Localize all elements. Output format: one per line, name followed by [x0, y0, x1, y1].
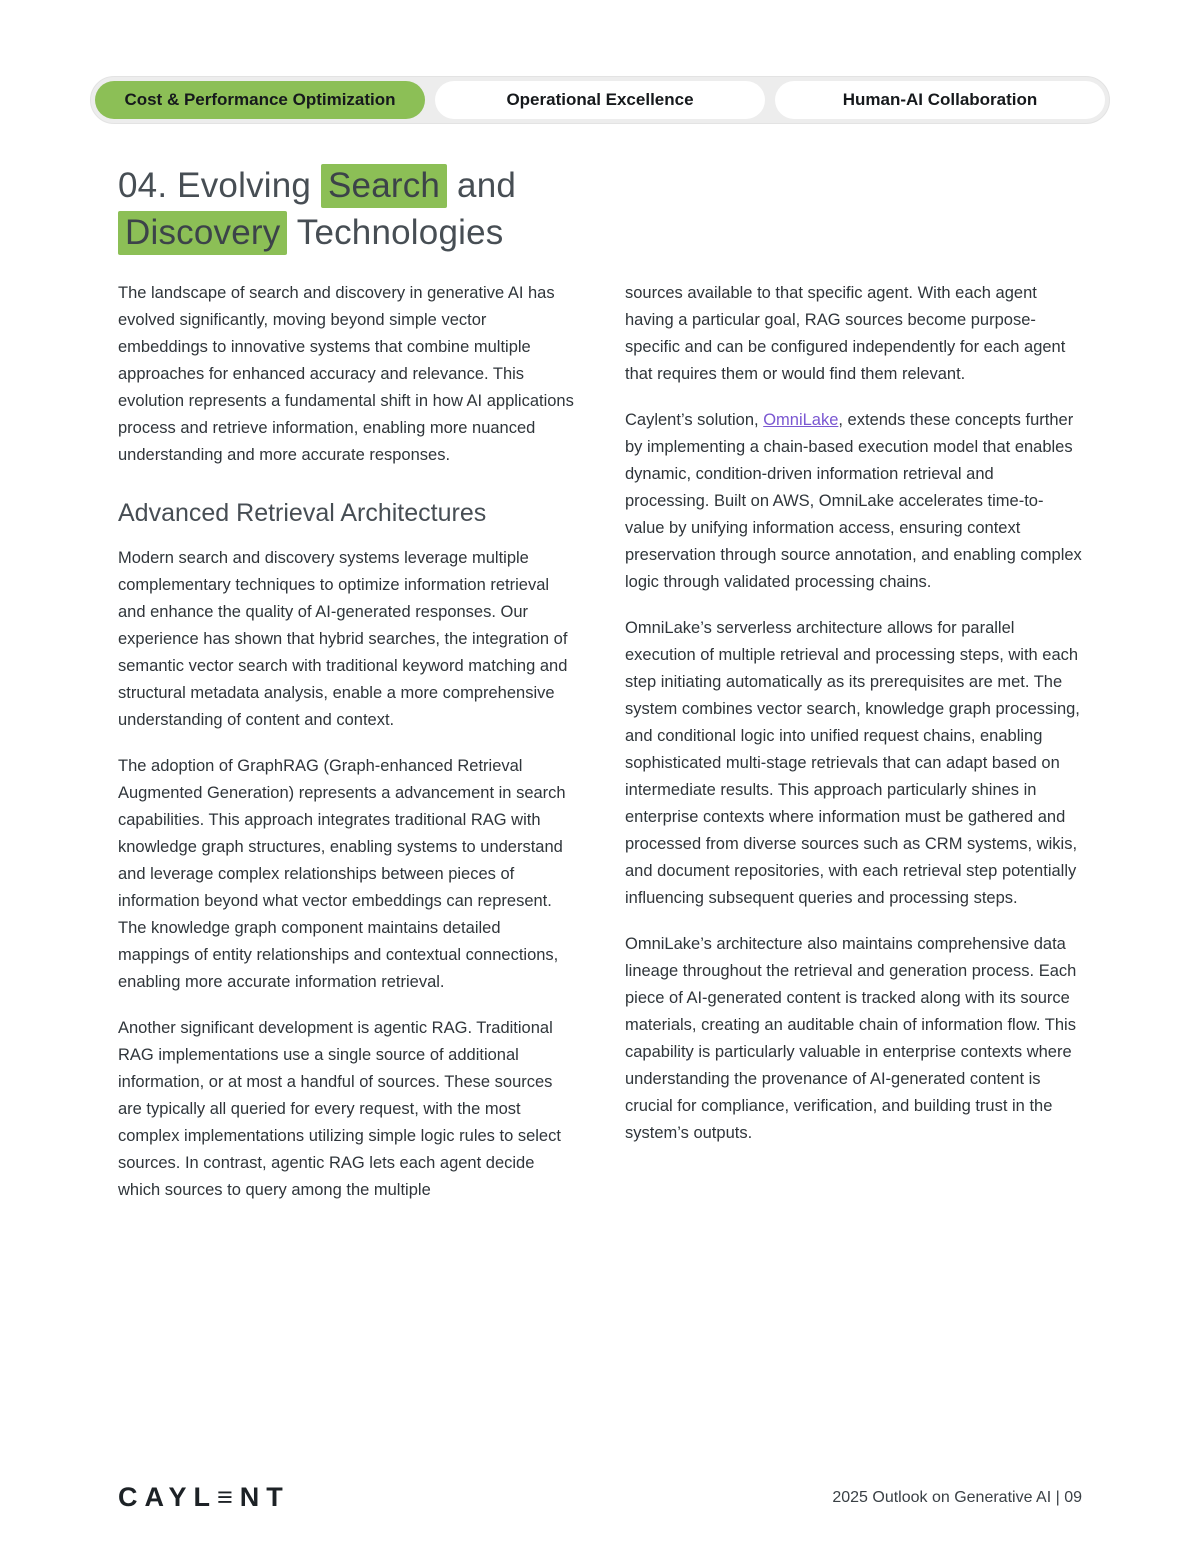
paragraph: OmniLake’s serverless architecture allows for parallel execution of multiple retrieval and processing steps, with each step initiating automatically as its prerequisites are met. The system combines vector search, knowledge graph processing, and conditional logic into unified request chains, enabling sophisticated multi-stage retrievals that can adapt based on intermediate results. This approach particularly shines in enterprise contexts where information must be gathered and processed from diverse sources such as CRM systems, wikis, and document repositories, with each retrieval step potentially influencing subsequent queries and processing steps. [625, 619, 1080, 907]
paragraph: Modern search and discovery systems leverage multiple complementary techniques to optimize information retrieval and enhance the quality of AI-generated responses. Our experience has shown that hybrid searches, the integration of semantic vector search with traditional keyword matching and structural metadata analysis, enable a more comprehensive understanding of content and context. [118, 549, 568, 729]
footer-page-info: 2025 Outlook on Generative AI | 09 [832, 1488, 1082, 1506]
logo-text: NT [239, 1482, 290, 1512]
paragraph: The adoption of GraphRAG (Graph-enhanced Retrieval Augmented Generation) represents a advancement in search capabilities. This approach integrates traditional RAG with knowledge graph structures, enabling systems to understand and leverage complex relationships between pieces of information beyond what vector embeddings can represent. The knowledge graph component maintains detailed mappings of entity relationships and contextual connections, enabling more accurate information retrieval. [118, 757, 566, 991]
logo-text: CAYL [118, 1482, 218, 1512]
section-heading: Advanced Retrieval Architectures [118, 499, 487, 527]
caylent-logo-e-icon: ≡ [217, 1482, 240, 1512]
page-title [118, 162, 516, 256]
right-column [625, 280, 1082, 1223]
paragraph: Another significant development is agentic RAG. Traditional RAG implementations use a single source of additional information, or at most a handful of sources. These sources are typically all queried for every request, with the most complex implementations utilizing simple logic rules to select sources. In contrast, agentic RAG lets each agent decide which sources to query among the multiple [118, 1019, 561, 1199]
title-highlight-discovery: Discovery [118, 211, 287, 255]
paragraph [625, 407, 1082, 596]
title-highlight-search: Search [321, 164, 447, 208]
paragraph: OmniLake’s architecture also maintains comprehensive data lineage throughout the retrieval and generation process. Each piece of AI-generated content is tracked along with its source materials, creating an auditable chain of information flow. This capability is particularly valuable in enterprise contexts where understanding the provenance of AI-generated content is crucial for compliance, verification, and building trust in the system’s outputs. [625, 935, 1077, 1142]
omnilake-link[interactable]: OmniLake [763, 411, 839, 429]
paragraph-text: , extends these concepts further by implementing a chain-based execution model that enables dynamic, condition-driven information retrieval and processing. Built on AWS, OmniLake accelerates time-to-value by unifying information access, ensuring context preservation through source annotation, and enabling complex logic through validated processing chains. [625, 411, 1082, 591]
title-text: and [447, 166, 517, 205]
topic-tab-bar [90, 76, 1110, 124]
caylent-logo [118, 1482, 290, 1513]
article-body [118, 280, 1082, 1223]
tab-operational-excellence[interactable]: Operational Excellence [435, 81, 765, 119]
page-footer [118, 1482, 1082, 1513]
left-column [118, 280, 575, 1223]
title-text: Technologies [287, 213, 504, 252]
title-text: 04. Evolving [118, 166, 321, 205]
paragraph-text: Caylent’s solution, [625, 411, 764, 429]
paragraph: sources available to that specific agent. With each agent having a particular goal, RAG sources become purpose-specific and can be configured independently for each agent that requires them or would find them relevant. [625, 284, 1066, 383]
tab-human-ai-collaboration[interactable]: Human-AI Collaboration [775, 81, 1105, 119]
tab-cost-performance-optimization[interactable]: Cost & Performance Optimization [95, 81, 425, 119]
paragraph: The landscape of search and discovery in generative AI has evolved significantly, moving beyond simple vector embeddings to innovative systems that combine multiple approaches for enhanced accuracy and relevance. This evolution represents a fundamental shift in how AI applications process and retrieve information, enabling more nuanced understanding and more accurate responses. [118, 284, 574, 464]
